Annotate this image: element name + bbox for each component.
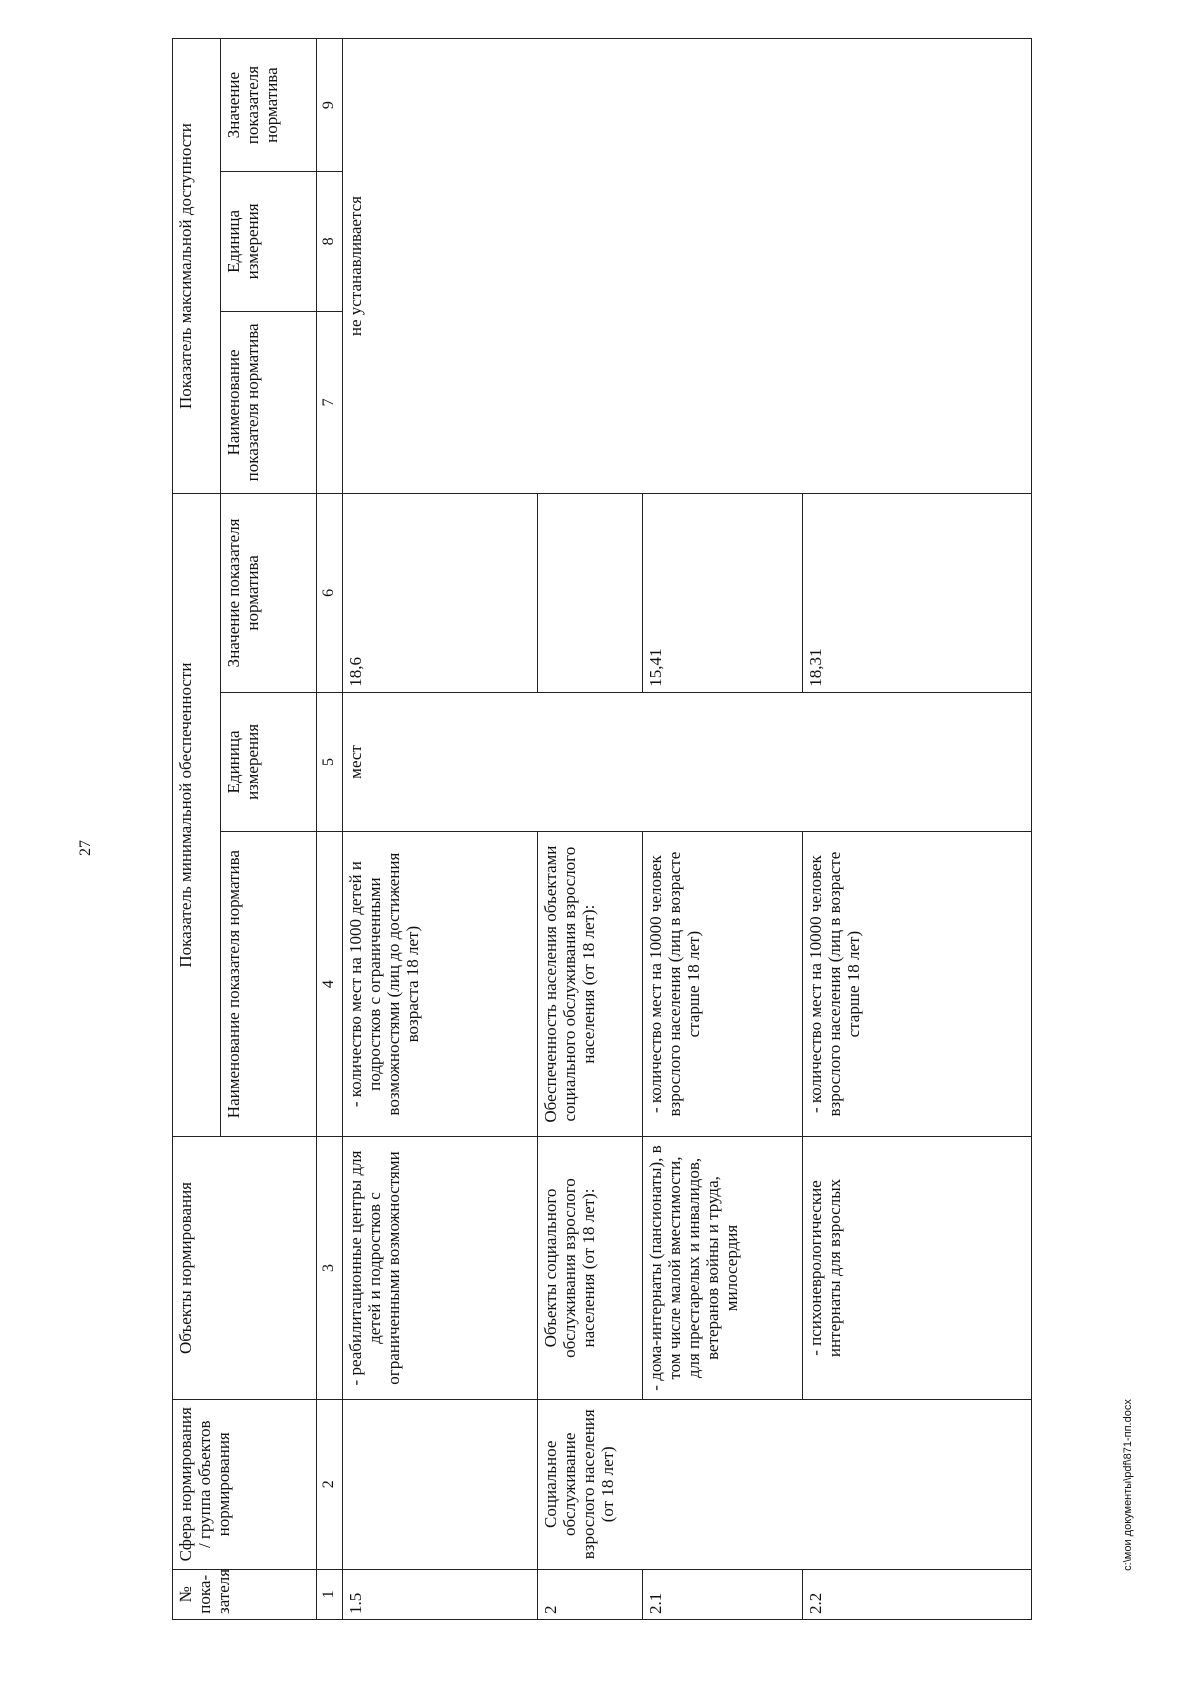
header-max-value: Значение показателя норматива <box>221 39 317 172</box>
row-value: 15,41 <box>643 494 803 693</box>
footer-file-path: c:\мои документы\pdf\871-пп.docx <box>1122 1399 1134 1571</box>
header-max-unit: Единица измерения <box>221 172 317 312</box>
page-number: 27 <box>77 840 94 856</box>
row-num: 2.1 <box>643 1569 803 1619</box>
norms-table <box>172 38 1032 1620</box>
col-number: 7 <box>317 311 343 493</box>
row-value <box>538 494 643 693</box>
row-num: 2.2 <box>803 1569 1032 1619</box>
table-row <box>343 39 538 1620</box>
col-number: 9 <box>317 39 343 172</box>
col-number: 4 <box>317 832 343 1137</box>
header-max-group: Показатель максимальной доступности <box>173 39 221 494</box>
row-unit: мест <box>343 692 1032 832</box>
row-object: Объекты социального обслуживания взрослого населения (от 18 лет): <box>538 1137 643 1400</box>
not-set-cell <box>343 39 1032 494</box>
row-indicator: - количество мест на 10000 человек взрослого населения (лиц в возрасте старше 18 лет) <box>803 832 1032 1137</box>
row-value: 18,31 <box>803 494 1032 693</box>
row-object: - психоневрологические интернаты для взрослых <box>803 1137 1032 1400</box>
header-min-group: Показатель минимальной обеспеченности <box>173 494 221 1137</box>
header-min-value: Значение показателя норматива <box>221 494 317 693</box>
row-indicator: Обеспеченность населения объектами социального обслуживания взрослого населения (от 18 лет): <box>538 832 643 1137</box>
header-min-name: Наименование показателя норматива <box>221 832 317 1137</box>
col-number: 1 <box>317 1569 343 1619</box>
header-max-name: Наименование показателя норматива <box>221 311 317 493</box>
header-num: № пока-зателя <box>173 1569 317 1619</box>
header-sphere: Сфера нормирования / группа объектов нормирования <box>173 1399 317 1569</box>
header-min-unit: Единица измерения <box>221 692 317 832</box>
col-number: 3 <box>317 1137 343 1400</box>
row-num: 2 <box>538 1569 643 1619</box>
row-object: - дома-интернаты (пансионаты), в том числе малой вместимости, для престарелых и инвалидов, ветеранов войны и труда, милосердия <box>643 1137 803 1400</box>
header-objects: Объекты нормирования <box>173 1137 317 1400</box>
col-number: 8 <box>317 172 343 312</box>
row-sphere <box>343 1399 538 1569</box>
col-number: 2 <box>317 1399 343 1569</box>
col-number: 5 <box>317 692 343 832</box>
norms-table-sheet <box>172 38 1032 1620</box>
row-indicator: - количество мест на 10000 человек взрослого населения (лиц в возрасте старше 18 лет) <box>643 832 803 1137</box>
row-object: - реабилитационные центры для детей и подростков с ограниченными возможностями <box>343 1137 538 1400</box>
row-sphere: Социальное обслуживание взрослого населения (от 18 лет) <box>538 1399 1032 1569</box>
row-value: 18,6 <box>343 494 538 693</box>
not-set-text: не устанавливается <box>346 196 365 337</box>
col-number: 6 <box>317 494 343 693</box>
row-indicator: - количество мест на 1000 детей и подростков с ограниченными возможностями (лиц до достижения возраста 18 лет) <box>343 832 538 1137</box>
row-num: 1.5 <box>343 1569 538 1619</box>
